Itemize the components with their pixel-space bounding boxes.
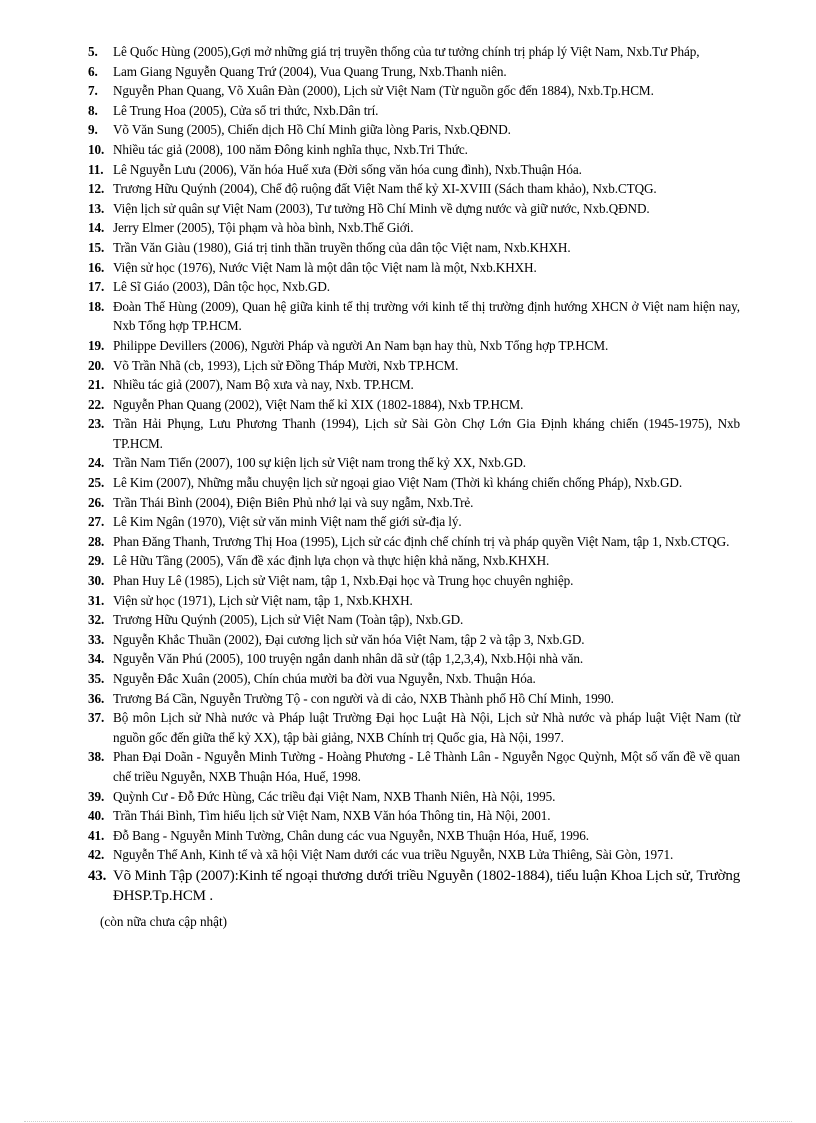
- reference-item: [88, 453, 740, 473]
- reference-text: Đỗ Bang - Nguyễn Minh Tường, Chân dung các vua Nguyễn, NXB Thuận Hóa, Huế, 1996.: [113, 827, 589, 843]
- reference-text: Trần Thái Bình, Tìm hiểu lịch sử Việt Nam, NXB Văn hóa Thông tin, Hà Nội, 2001.: [113, 808, 551, 824]
- reference-item: [88, 238, 740, 258]
- reference-number: 19.: [88, 337, 105, 353]
- reference-text: Lê Hữu Tầng (2005), Vấn đề xác định lựa chọn và thực hiện khả năng, Nxb.KHXH.: [113, 553, 550, 569]
- reference-number: 8.: [88, 102, 98, 118]
- reference-item: [88, 199, 740, 219]
- reference-item: [88, 493, 740, 513]
- reference-text: Philippe Devillers (2006), Người Pháp và người An Nam bạn hay thù, Nxb Tổng hợp TP.HCM.: [113, 337, 609, 353]
- reference-number: 38.: [88, 749, 105, 765]
- reference-item: [88, 610, 740, 630]
- reference-text: Nguyễn Khắc Thuần (2002), Đại cương lịch sử văn hóa Việt Nam, tập 2 và tập 3, Nxb.GD.: [113, 631, 585, 647]
- reference-item: [88, 708, 740, 747]
- reference-item: [88, 356, 740, 376]
- reference-item: [88, 845, 740, 865]
- reference-text: Trần Văn Giàu (1980), Giá trị tinh thần truyền thống của dân tộc Việt nam, Nxb.KHXH.: [113, 239, 571, 255]
- reference-item: [88, 630, 740, 650]
- reference-number: 15.: [88, 239, 105, 255]
- reference-text: Lê Kim (2007), Những mẫu chuyện lịch sử ngoại giao Việt Nam (Thời kì kháng chiến chống Pháp), Nxb.GD.: [113, 475, 683, 491]
- reference-list: [88, 42, 740, 906]
- reference-item: [88, 649, 740, 669]
- reference-number: 6.: [88, 63, 98, 79]
- reference-number: 18.: [88, 298, 105, 314]
- reference-item: [88, 395, 740, 415]
- reference-item: [88, 806, 740, 826]
- reference-number: 17.: [88, 279, 105, 295]
- reference-text: Nguyễn Đắc Xuân (2005), Chín chúa mười ba đời vua Nguyễn, Nxb. Thuận Hóa.: [113, 671, 536, 686]
- reference-text: Võ Minh Tập (2007):Kinh tế ngoại thương dưới triều Nguyễn (1802-1884), tiểu luận Khoa Lịch sử, Trường ĐHSP.Tp.HCM .: [113, 867, 740, 904]
- reference-number: 10.: [88, 141, 105, 157]
- reference-item: [88, 787, 740, 807]
- reference-number: 32.: [88, 612, 105, 628]
- reference-text: Phan Đăng Thanh, Trương Thị Hoa (1995), Lịch sử các định chế chính trị và pháp quyền Việt Nam, tập 1, Nxb.CTQG.: [113, 533, 730, 549]
- reference-number: 34.: [88, 651, 105, 667]
- reference-number: 14.: [88, 220, 105, 236]
- reference-item: [88, 42, 740, 62]
- reference-text: Phan Huy Lê (1985), Lịch sử Việt nam, tập 1, Nxb.Đại học và Trung học chuyên nghiệp.: [113, 573, 574, 589]
- reference-item: [88, 826, 740, 846]
- reference-number: 40.: [88, 808, 105, 824]
- reference-item: [88, 473, 740, 493]
- reference-item: [88, 532, 740, 552]
- reference-number: 39.: [88, 788, 105, 804]
- reference-item: [88, 336, 740, 356]
- reference-item: [88, 101, 740, 121]
- reference-number: 43.: [88, 867, 107, 884]
- reference-number: 41.: [88, 827, 105, 843]
- reference-number: 16.: [88, 259, 105, 275]
- reference-page: [88, 42, 740, 931]
- reference-text: Trần Hải Phụng, Lưu Phương Thanh (1994), Lịch sử Sài Gòn Chợ Lớn Gia Định kháng chiến (1945-1975), Nxb TP.HCM.: [113, 416, 740, 451]
- reference-number: 42.: [88, 847, 105, 863]
- reference-number: 25.: [88, 475, 105, 491]
- reference-number: 11.: [88, 161, 104, 177]
- reference-number: 5.: [88, 44, 98, 59]
- reference-number: 33.: [88, 631, 105, 647]
- reference-item: [88, 140, 740, 160]
- reference-number: 22.: [88, 396, 105, 412]
- reference-number: 23.: [88, 416, 105, 432]
- reference-item: [88, 179, 740, 199]
- update-note: (còn nữa chưa cập nhật): [100, 913, 228, 929]
- reference-number: 7.: [88, 83, 98, 99]
- reference-number: 12.: [88, 181, 105, 197]
- reference-number: 24.: [88, 455, 105, 471]
- reference-item: [88, 551, 740, 571]
- reference-text: Lê Nguyễn Lưu (2006), Văn hóa Huế xưa (Đời sống văn hóa cung đình), Nxb.Thuận Hóa.: [113, 161, 582, 177]
- reference-item: [88, 747, 740, 786]
- reference-number: 35.: [88, 671, 105, 686]
- reference-text: Trương Hữu Quýnh (2005), Lịch sử Việt Nam (Toàn tập), Nxb.GD.: [113, 612, 464, 628]
- reference-number: 28.: [88, 533, 105, 549]
- reference-item: [88, 81, 740, 101]
- reference-text: Trương Bá Cần, Nguyễn Trường Tộ - con người và di cảo, NXB Thành phố Hồ Chí Minh, 1990.: [113, 690, 614, 706]
- reference-text: Nguyễn Phan Quang, Võ Xuân Đàn (2000), Lịch sử Việt Nam (Từ nguồn gốc đến 1884), Nxb.Tp.HCM.: [113, 83, 654, 99]
- reference-text: Viện sử học (1971), Lịch sử Việt nam, tập 1, Nxb.KHXH.: [113, 592, 413, 608]
- reference-number: 30.: [88, 573, 105, 589]
- reference-text: Trần Nam Tiến (2007), 100 sự kiện lịch sử Việt nam trong thế kỷ XX, Nxb.GD.: [113, 455, 526, 471]
- reference-text: Nguyễn Phan Quang (2002), Việt Nam thế kỉ XIX (1802-1884), Nxb TP.HCM.: [113, 396, 524, 412]
- reference-text: Viện sử học (1976), Nước Việt Nam là một dân tộc Việt nam là một, Nxb.KHXH.: [113, 259, 537, 275]
- reference-text: Lê Trung Hoa (2005), Cửa sổ tri thức, Nxb.Dân trí.: [113, 102, 379, 118]
- reference-text: Nhiều tác giả (2008), 100 năm Đông kinh nghĩa thục, Nxb.Tri Thức.: [113, 141, 468, 157]
- reference-item: [88, 218, 740, 238]
- reference-text: Trương Hữu Quýnh (2004), Chế độ ruộng đất Việt Nam thế kỷ XI-XVIII (Sách tham khảo), Nxb.CTQG.: [113, 181, 657, 197]
- reference-item: [88, 669, 740, 689]
- reference-text: Viện lịch sử quân sự Việt Nam (2003), Tư tưởng Hồ Chí Minh về dựng nước và giữ nước, Nxb.QĐND.: [113, 200, 650, 216]
- reference-number: 37.: [88, 710, 105, 726]
- reference-item: [88, 160, 740, 180]
- reference-item: [88, 414, 740, 453]
- reference-text: Quỳnh Cư - Đỗ Đức Hùng, Các triều đại Việt Nam, NXB Thanh Niên, Hà Nội, 1995.: [113, 788, 556, 804]
- reference-text: Lê Quốc Hùng (2005),Gợi mở những giá trị truyền thống của tư tưởng chính trị pháp lý Việt Nam, Nxb.Tư Pháp,: [113, 44, 700, 59]
- reference-text: Phan Đại Doãn - Nguyễn Minh Tường - Hoàng Phương - Lê Thành Lân - Nguyễn Ngọc Quỳnh, Một số vấn đề về quan chế triều Nguyễn, NXB Thuận Hóa, Huế, 1998.: [113, 749, 740, 784]
- reference-text: Lam Giang Nguyễn Quang Trứ (2004), Vua Quang Trung, Nxb.Thanh niên.: [113, 63, 507, 79]
- reference-text: Trần Thái Bình (2004), Điện Biên Phủ nhớ lại và suy ngẫm, Nxb.Trẻ.: [113, 494, 474, 510]
- reference-text: Jerry Elmer (2005), Tội phạm và hòa bình, Nxb.Thế Giới.: [113, 220, 414, 236]
- reference-text: Đoàn Thế Hùng (2009), Quan hệ giữa kinh tế thị trường với kinh tế thị trường định hướng XHCN ở Việt nam hiện nay, Nxb Tổng hợp TP.HCM.: [113, 298, 740, 334]
- reference-text: Lê Kim Ngân (1970), Việt sử văn minh Việt nam thế giới sử-địa lý.: [113, 514, 462, 530]
- reference-item: [88, 62, 740, 82]
- reference-item: [88, 297, 740, 336]
- reference-text: Nhiều tác giả (2007), Nam Bộ xưa và nay, Nxb. TP.HCM.: [113, 377, 414, 393]
- reference-item: [88, 277, 740, 297]
- reference-item: [88, 512, 740, 532]
- reference-number: 31.: [88, 592, 105, 608]
- reference-text: Nguyễn Thế Anh, Kinh tế và xã hội Việt Nam dưới các vua triều Nguyễn, NXB Lửa Thiêng, Sài Gòn, 1971.: [113, 847, 674, 863]
- reference-number: 13.: [88, 200, 105, 216]
- reference-item: [88, 258, 740, 278]
- reference-number: 21.: [88, 377, 105, 393]
- reference-item: [88, 866, 740, 906]
- reference-text: Lê Sĩ Giáo (2003), Dân tộc học, Nxb.GD.: [113, 279, 330, 295]
- reference-item: [88, 120, 740, 140]
- reference-item: [88, 689, 740, 709]
- reference-text: Bộ môn Lịch sử Nhà nước và Pháp luật Trường Đại học Luật Hà Nội, Lịch sử Nhà nước và pháp luật Việt Nam (từ nguồn gốc đến giữa thế kỷ XX), tập bài giảng, NXB Chính trị Quốc gia, Hà Nội, 1997.: [113, 710, 740, 745]
- reference-number: 26.: [88, 494, 105, 510]
- reference-item: [88, 375, 740, 395]
- reference-text: Nguyễn Văn Phú (2005), 100 truyện ngắn danh nhân dã sử (tập 1,2,3,4), Nxb.Hội nhà văn.: [113, 651, 584, 667]
- reference-text: Võ Văn Sung (2005), Chiến dịch Hồ Chí Minh giữa lòng Paris, Nxb.QĐND.: [113, 122, 511, 138]
- reference-item: [88, 591, 740, 611]
- reference-text: Võ Trần Nhã (cb, 1993), Lịch sử Đồng Tháp Mười, Nxb TP.HCM.: [113, 357, 459, 373]
- reference-item: [88, 571, 740, 591]
- reference-number: 9.: [88, 122, 98, 138]
- reference-number: 29.: [88, 553, 105, 569]
- page-bottom-rule: [24, 1121, 792, 1122]
- reference-number: 36.: [88, 690, 105, 706]
- reference-number: 20.: [88, 357, 105, 373]
- reference-number: 27.: [88, 514, 105, 530]
